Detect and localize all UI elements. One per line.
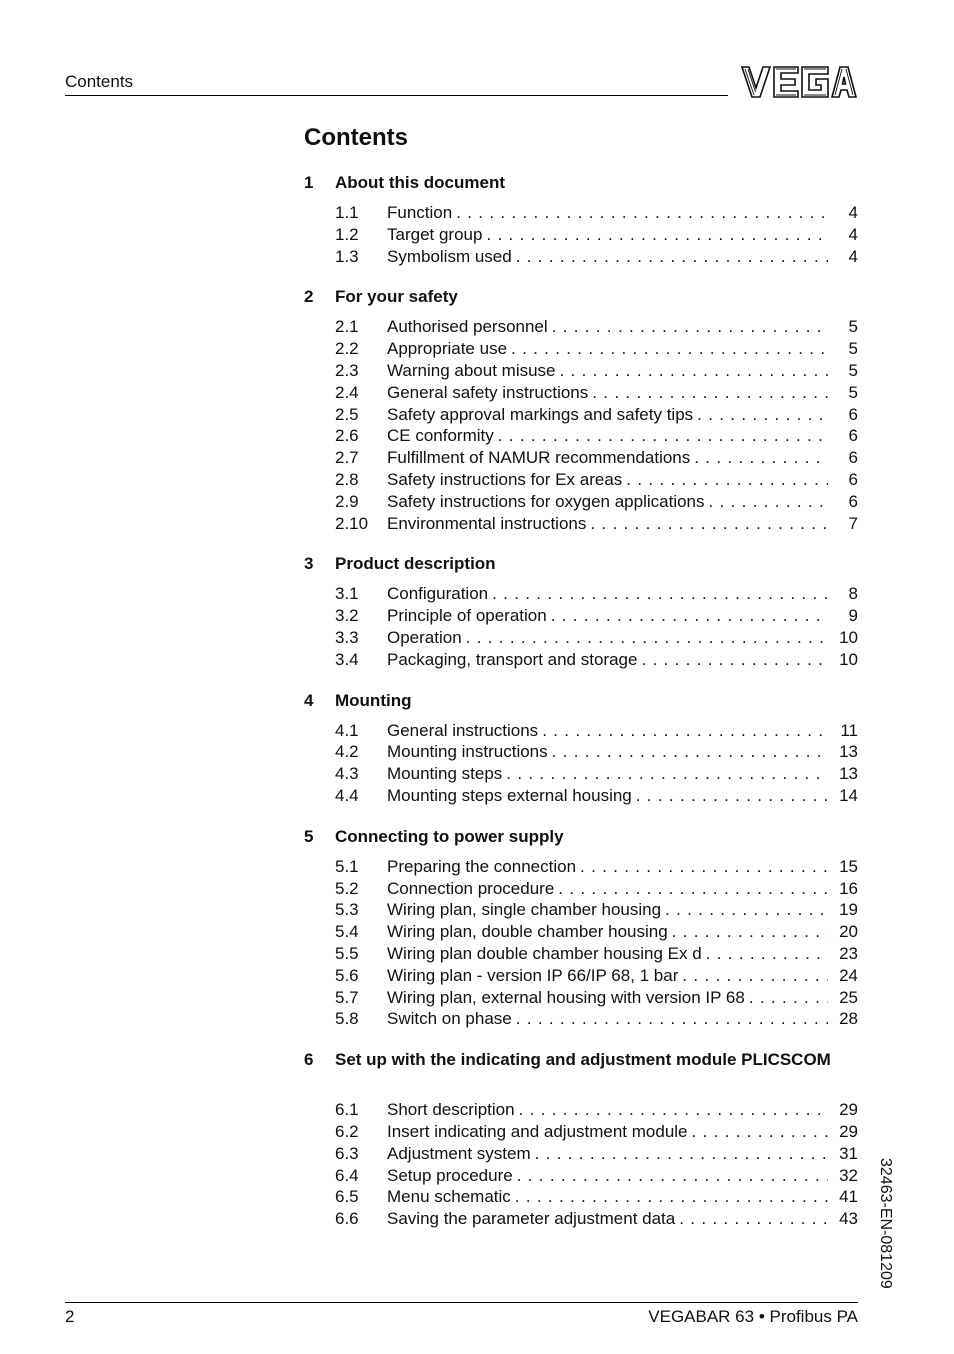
toc-entry[interactable] (304, 316, 858, 338)
entry-page-number: 5 (848, 339, 858, 359)
entry-number: 2.3 (335, 360, 359, 380)
section-title: Mounting (335, 690, 412, 710)
toc-entry[interactable] (304, 404, 858, 426)
dot-leader (512, 246, 828, 268)
entry-page-number: 4 (848, 203, 858, 222)
entry-page-number: 25 (839, 987, 858, 1007)
toc-section (304, 172, 858, 267)
entry-title: Preparing the connection (387, 856, 577, 876)
entry-page-number: 4 (848, 246, 858, 266)
entry-title: Wiring plan, double chamber housing (387, 922, 668, 942)
toc-section-heading[interactable] (304, 826, 858, 848)
dot-leader (538, 720, 828, 742)
entry-number: 6.5 (335, 1187, 359, 1207)
dot-leader (576, 856, 828, 878)
entry-page-number: 6 (848, 426, 858, 446)
entry-title: Short description (387, 1100, 515, 1120)
entry-title: Packaging, transport and storage (387, 649, 638, 669)
dot-leader (513, 1165, 828, 1187)
toc-entries (304, 583, 858, 670)
entry-title: Wiring plan double chamber housing Ex d (387, 943, 702, 963)
entry-page-number: 31 (839, 1143, 858, 1163)
dot-leader (488, 583, 828, 605)
entry-number: 3.2 (335, 606, 359, 626)
toc-entries (304, 1099, 858, 1230)
toc-entries (304, 856, 858, 1030)
entry-page-number: 5 (848, 317, 858, 337)
toc-section-heading[interactable] (304, 172, 858, 194)
entry-page-number: 13 (839, 764, 858, 784)
entry-page-number: 5 (848, 360, 858, 380)
entry-number: 2.2 (335, 339, 359, 359)
entry-page-number: 6 (848, 448, 858, 468)
entry-page-number: 10 (839, 649, 858, 669)
entry-title: General instructions (387, 720, 539, 740)
toc-entry[interactable] (304, 965, 858, 987)
toc-entries (304, 720, 858, 807)
entry-number: 2.4 (335, 382, 359, 402)
entry-number: 1.1 (335, 203, 359, 222)
entry-number: 2.10 (335, 513, 369, 533)
dot-leader (515, 1099, 828, 1121)
toc-entry[interactable] (304, 1099, 858, 1121)
entry-page-number: 23 (839, 943, 858, 963)
footer-rule (65, 1302, 858, 1303)
toc-entry[interactable] (304, 338, 858, 360)
toc-entries (304, 202, 858, 267)
entry-number: 6.1 (335, 1100, 359, 1120)
entry-title: Authorised personnel (387, 317, 548, 337)
entry-title: Switch on phase (387, 1009, 512, 1029)
entry-number: 5.8 (335, 1009, 359, 1029)
entry-page-number: 24 (839, 965, 858, 985)
entry-number: 5.1 (335, 856, 359, 876)
entry-title: Safety instructions for oxygen applications (387, 491, 705, 511)
entry-title: CE conformity (387, 426, 494, 446)
section-title: Connecting to power supply (335, 826, 564, 846)
entry-number: 2.8 (335, 469, 359, 489)
entry-number: 5.3 (335, 900, 359, 920)
toc-section-heading[interactable] (304, 553, 858, 575)
dot-leader (588, 382, 828, 404)
entry-title: Wiring plan, external housing with version IP 68 (387, 987, 745, 1007)
entry-title: Mounting steps (387, 764, 503, 784)
toc-section-heading[interactable] (304, 690, 858, 712)
dot-leader (502, 763, 828, 785)
table-of-contents (304, 172, 858, 1249)
entry-number: 2.6 (335, 426, 359, 446)
dot-leader (661, 899, 828, 921)
entry-title: Menu schematic (387, 1187, 511, 1207)
dot-leader (586, 513, 828, 535)
header-rule (65, 95, 728, 96)
entry-number: 2.9 (335, 491, 359, 511)
entry-number: 6.4 (335, 1165, 359, 1185)
section-number: 1 (304, 173, 314, 192)
entry-title: Connection procedure (387, 878, 555, 898)
dot-leader (675, 1208, 828, 1230)
dot-leader (547, 605, 828, 627)
toc-entry[interactable] (304, 720, 858, 742)
section-title: For your safety (335, 287, 458, 307)
entry-page-number: 14 (839, 785, 858, 805)
dot-leader (745, 987, 828, 1009)
toc-entry[interactable] (304, 583, 858, 605)
entry-title: Warning about misuse (387, 360, 556, 380)
entry-page-number: 15 (839, 856, 858, 876)
dot-leader (688, 1121, 828, 1143)
entry-title: Wiring plan, single chamber housing (387, 900, 662, 920)
entry-title: Target group (387, 224, 483, 244)
entry-title: Mounting instructions (387, 742, 548, 762)
dot-leader (702, 943, 828, 965)
entry-page-number: 29 (839, 1121, 858, 1141)
toc-entry[interactable] (304, 491, 858, 513)
section-title: Set up with the indicating and adjustment module PLICSCOM (335, 1050, 831, 1070)
toc-entry[interactable] (304, 447, 858, 469)
entry-title: Wiring plan - version IP 66/IP 68, 1 bar (387, 965, 679, 985)
toc-entry[interactable] (304, 899, 858, 921)
section-number: 6 (304, 1050, 314, 1070)
dot-leader (554, 878, 828, 900)
entry-title: Operation (387, 627, 462, 647)
entry-number: 6.6 (335, 1209, 359, 1229)
entry-title: Appropriate use (387, 339, 508, 359)
dot-leader (690, 447, 828, 469)
entry-page-number: 32 (839, 1165, 858, 1185)
dot-leader (668, 921, 828, 943)
entry-title: Principle of operation (387, 606, 547, 626)
dot-leader (548, 741, 828, 763)
dot-leader (452, 202, 828, 224)
dot-leader (512, 1008, 828, 1030)
toc-entry[interactable] (304, 785, 858, 807)
entry-page-number: 6 (848, 404, 858, 424)
toc-section (304, 826, 858, 1030)
entry-page-number: 13 (839, 742, 858, 762)
toc-entry[interactable] (304, 513, 858, 535)
dot-leader (531, 1143, 828, 1165)
toc-entry[interactable] (304, 987, 858, 1009)
page-title: Contents (304, 124, 408, 151)
entry-page-number: 6 (848, 469, 858, 489)
entry-title: Safety approval markings and safety tips (387, 404, 694, 424)
entry-title: Saving the parameter adjustment data (387, 1209, 676, 1229)
toc-entry[interactable] (304, 382, 858, 404)
entry-number: 3.3 (335, 627, 359, 647)
dot-leader (637, 649, 828, 671)
toc-entry[interactable] (304, 425, 858, 447)
entry-number: 4.1 (335, 720, 359, 740)
entry-title: Configuration (387, 584, 489, 604)
entry-title: Fulfillment of NAMUR recommendations (387, 448, 691, 468)
toc-entry[interactable] (304, 763, 858, 785)
entry-page-number: 4 (848, 224, 858, 244)
entry-page-number: 43 (839, 1209, 858, 1229)
entry-page-number: 28 (839, 1009, 858, 1029)
dot-leader (511, 1186, 828, 1208)
entry-number: 5.5 (335, 943, 359, 963)
toc-entry[interactable] (304, 360, 858, 382)
entry-number: 5.4 (335, 922, 359, 942)
section-number: 2 (304, 287, 314, 307)
toc-entry[interactable] (304, 878, 858, 900)
toc-entry[interactable] (304, 1008, 858, 1030)
toc-entry[interactable] (304, 741, 858, 763)
entry-title: Safety instructions for Ex areas (387, 469, 623, 489)
vega-logo (740, 64, 858, 100)
product-name: VEGABAR 63 • Profibus PA (648, 1307, 858, 1326)
entry-page-number: 16 (839, 878, 858, 898)
toc-section-heading[interactable] (304, 286, 858, 308)
entry-page-number: 6 (848, 491, 858, 511)
dot-leader (632, 785, 828, 807)
entry-title: Function (387, 203, 453, 222)
entry-number: 5.6 (335, 965, 359, 985)
toc-entries (304, 316, 858, 534)
dot-leader (678, 965, 828, 987)
entry-number: 4.3 (335, 764, 359, 784)
entry-page-number: 29 (839, 1100, 858, 1120)
entry-title: Symbolism used (387, 246, 512, 266)
page-number: 2 (65, 1307, 75, 1326)
entry-number: 2.7 (335, 448, 359, 468)
entry-number: 2.5 (335, 404, 359, 424)
dot-leader (548, 316, 828, 338)
dot-leader (622, 469, 828, 491)
entry-page-number: 19 (839, 900, 858, 920)
entry-number: 4.4 (335, 785, 359, 805)
toc-section (304, 286, 858, 534)
toc-entry[interactable] (304, 1143, 858, 1165)
entry-number: 6.2 (335, 1121, 359, 1141)
entry-number: 3.1 (335, 584, 359, 604)
dot-leader (494, 425, 828, 447)
entry-number: 6.3 (335, 1143, 359, 1163)
entry-page-number: 5 (848, 382, 858, 402)
toc-entry[interactable] (304, 921, 858, 943)
toc-section (304, 553, 858, 670)
toc-entry[interactable] (304, 1165, 858, 1187)
entry-number: 2.1 (335, 317, 359, 337)
toc-entry[interactable] (304, 1121, 858, 1143)
entry-number: 1.2 (335, 224, 359, 244)
entry-page-number: 11 (840, 720, 858, 740)
entry-page-number: 7 (848, 513, 858, 533)
toc-entry[interactable] (304, 246, 858, 268)
document-code: 32463-EN-081209 (877, 1158, 894, 1289)
dot-leader (693, 404, 828, 426)
toc-entry[interactable] (304, 202, 858, 224)
entry-page-number: 10 (839, 627, 858, 647)
entry-number: 3.4 (335, 649, 359, 669)
section-number: 4 (304, 690, 314, 710)
toc-entry[interactable] (304, 943, 858, 965)
dot-leader (507, 338, 828, 360)
entry-number: 4.2 (335, 742, 359, 762)
toc-section (304, 1049, 858, 1230)
toc-entry[interactable] (304, 649, 858, 671)
entry-title: Mounting steps external housing (387, 785, 632, 805)
toc-entry[interactable] (304, 469, 858, 491)
toc-entry[interactable] (304, 856, 858, 878)
toc-entry[interactable] (304, 224, 858, 246)
entry-page-number: 41 (839, 1187, 858, 1207)
section-title: Product description (335, 554, 496, 574)
toc-entry[interactable] (304, 627, 858, 649)
entry-number: 1.3 (335, 246, 359, 266)
entry-title: General safety instructions (387, 382, 589, 402)
entry-page-number: 8 (848, 584, 858, 604)
entry-number: 5.7 (335, 987, 359, 1007)
dot-leader (705, 491, 828, 513)
entry-title: Insert indicating and adjustment module (387, 1121, 688, 1141)
entry-page-number: 9 (848, 606, 858, 626)
toc-entry[interactable] (304, 1186, 858, 1208)
dot-leader (462, 627, 828, 649)
entry-page-number: 20 (839, 922, 858, 942)
entry-title: Environmental instructions (387, 513, 587, 533)
running-header: Contents (65, 72, 134, 91)
entry-number: 5.2 (335, 878, 359, 898)
toc-section (304, 690, 858, 807)
entry-title: Setup procedure (387, 1165, 513, 1185)
toc-entry[interactable] (304, 605, 858, 627)
section-title: About this document (335, 173, 505, 192)
toc-section-heading[interactable] (304, 1049, 858, 1071)
entry-title: Adjustment system (387, 1143, 531, 1163)
section-number: 3 (304, 554, 314, 574)
dot-leader (482, 224, 828, 246)
section-number: 5 (304, 826, 314, 846)
toc-entry[interactable] (304, 1208, 858, 1230)
dot-leader (556, 360, 828, 382)
